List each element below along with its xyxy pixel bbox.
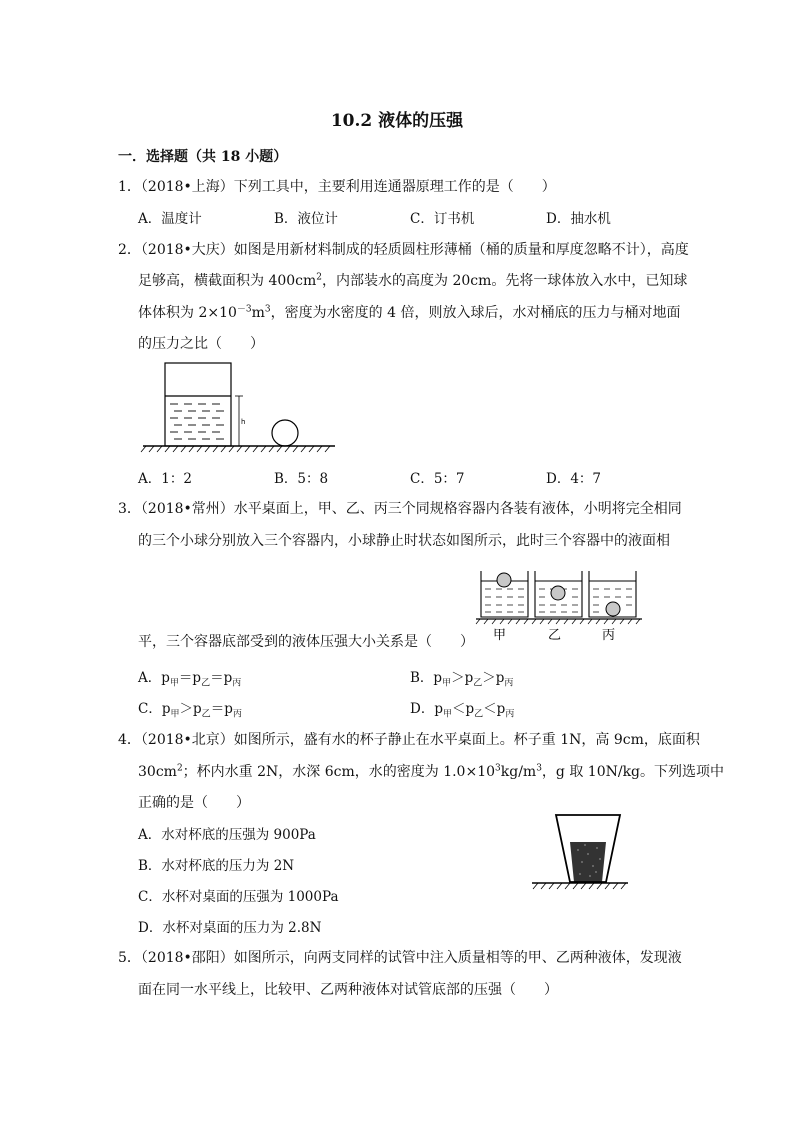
q2-line3-text-a: 体体积为 2×10: [138, 305, 237, 321]
relation: ＜: [452, 701, 466, 717]
q2-line2-sup: 2: [316, 272, 323, 283]
q2-option-d: D．4：7: [546, 471, 602, 487]
q1-option-c: C．订书机: [410, 211, 475, 227]
sub-bing: 丙: [505, 709, 515, 720]
relation: ＝: [210, 670, 224, 686]
relation: ＞: [451, 670, 465, 686]
sub-jia: 甲: [442, 678, 452, 689]
p-symbol: p: [193, 701, 202, 717]
q1-stem: 1．（2018•上海）下列工具中，主要利用连通器原理工作的是（ ）: [118, 179, 556, 195]
opt-letter: C．: [138, 701, 162, 717]
q2-line2: [138, 270, 687, 290]
q2-figure-bucket: [140, 360, 340, 455]
p-symbol: p: [161, 701, 171, 717]
q2-line3-text-c: ，密度为水密度的 4 倍，则放入球后，水对桶底的压力与桶对地面: [270, 305, 681, 321]
ground-hatch: [141, 446, 330, 452]
q4-line2-sup2: 3: [495, 763, 501, 774]
relation: ＜: [483, 701, 497, 717]
q2-option-b: B．5：8: [274, 471, 329, 487]
q2-option-a: A．1：2: [138, 471, 192, 487]
q3-option-d: [410, 697, 515, 720]
q3-line1: 3．（2018•常州）水平桌面上，甲、乙、丙三个同规格容器内各装有液体，小明将完全相同: [118, 501, 682, 517]
q3-figure-containers: [474, 567, 654, 647]
ball-yi: [551, 586, 565, 600]
q2-option-c: C．5：7: [410, 471, 465, 487]
q1-option-a: A．温度计: [138, 211, 202, 227]
water-dashes: [170, 404, 224, 439]
p-symbol: p: [433, 670, 443, 686]
p-symbol: p: [495, 670, 505, 686]
q4-option-c: C．水杯对桌面的压强为 1000Pa: [138, 889, 339, 905]
q2-line2-text-a: 足够高，横截面积为 400cm: [138, 273, 317, 289]
p-symbol: p: [464, 670, 474, 686]
q5-line2: 面在同一水平线上，比较甲、乙两种液体对试管底部的压强（ ）: [138, 982, 558, 998]
opt-letter: D．: [410, 701, 435, 717]
bucket-outline: [165, 363, 231, 446]
q2-line2-text-b: ，内部装水的高度为 20cm。先将一球体放入水中，已知球: [322, 273, 688, 289]
opt-letter: A．: [138, 670, 162, 686]
q4-option-d: D．水杯对桌面的压力为 2.8N: [138, 920, 322, 936]
ball-jia: [497, 573, 511, 587]
section-heading: 一．选择题（共 18 小题）: [118, 149, 288, 165]
q2-line3-text-b: m: [251, 305, 265, 321]
relation: ＝: [210, 701, 225, 717]
p-symbol: p: [192, 670, 202, 686]
label-bing: 丙: [602, 628, 616, 643]
label-jia: 甲: [493, 628, 507, 643]
sub-yi: 乙: [201, 678, 211, 689]
q4-line2-text-a: 30cm: [138, 764, 177, 780]
label-yi: 乙: [548, 628, 562, 643]
sub-yi: 乙: [474, 709, 484, 720]
table-hatch: [476, 619, 640, 624]
q4-option-a: A．水对杯底的压强为 900Pa: [138, 827, 316, 843]
q4-line2-sup: 2: [176, 763, 183, 774]
ball-bing: [606, 602, 620, 616]
q4-option-b: B．水对杯底的压力为 2N: [138, 858, 295, 874]
sub-yi: 乙: [473, 678, 483, 689]
q3-option-b: [410, 666, 514, 689]
q4-line2: [138, 761, 724, 781]
relation: ＝: [178, 670, 193, 686]
q2-line3-sup: －3: [236, 304, 252, 315]
q3-option-a: [138, 666, 242, 689]
p-symbol: p: [161, 670, 170, 686]
q1-option-b: B．液位计: [274, 211, 338, 227]
q2-line3: [138, 302, 680, 322]
q2-line1: 2．（2018•大庆）如图是用新材料制成的轻质圆柱形薄桶（桶的质量和厚度忽略不计），高度: [118, 242, 689, 258]
q4-line2-text-c: kg/m: [500, 764, 537, 780]
sub-yi: 乙: [201, 709, 211, 720]
q3-option-c: [138, 697, 242, 720]
height-label: h: [241, 418, 246, 426]
q3-line2: 的三个小球分别放入三个容器内，小球静止时状态如图所示，此时三个容器中的液面相: [138, 533, 670, 549]
sub-bing: 丙: [232, 678, 242, 689]
relation: ＞: [179, 701, 194, 717]
q5-line1: 5．（2018•邵阳）如图所示，向两支同样的试管中注入质量相等的甲、乙两种液体，发现液: [118, 950, 682, 966]
q4-line2-text-b: ；杯内水重 2N，水深 6cm，水的密度为 1.0×10: [182, 764, 496, 780]
relation: ＞: [482, 670, 496, 686]
q4-line2-text-d: ，g 取 10N/kg。下列选项中: [541, 764, 725, 780]
p-symbol: p: [224, 701, 233, 717]
p-symbol: p: [496, 701, 506, 717]
cup-water: [570, 842, 606, 882]
sub-bing: 丙: [504, 678, 514, 689]
q4-line1: 4．（2018•北京）如图所示，盛有水的杯子静止在水平桌面上。杯子重 1N，高 9cm，底面积: [118, 732, 700, 748]
sub-bing: 丙: [232, 709, 242, 720]
q2-line3-sup2: 3: [264, 304, 271, 315]
q4-line3: 正确的是（ ）: [138, 795, 250, 811]
q1-option-d: D．抽水机: [546, 211, 611, 227]
ball: [272, 420, 298, 446]
p-symbol: p: [465, 701, 475, 717]
q4-figure-cup: [530, 812, 640, 894]
p-symbol: p: [223, 670, 233, 686]
p-symbol: p: [434, 701, 443, 717]
sub-jia: 甲: [170, 709, 180, 720]
q2-line4: 的压力之比（ ）: [138, 336, 264, 352]
q4-line2-sup3: 3: [536, 763, 542, 774]
sub-jia: 甲: [442, 709, 452, 720]
page-title: 10.2 液体的压强: [330, 111, 464, 131]
opt-letter: B．: [410, 670, 434, 686]
sub-jia: 甲: [169, 678, 179, 689]
desk-hatch: [533, 883, 626, 889]
q3-line3: 平，三个容器底部受到的液体压强大小关系是（ ）: [138, 634, 474, 650]
